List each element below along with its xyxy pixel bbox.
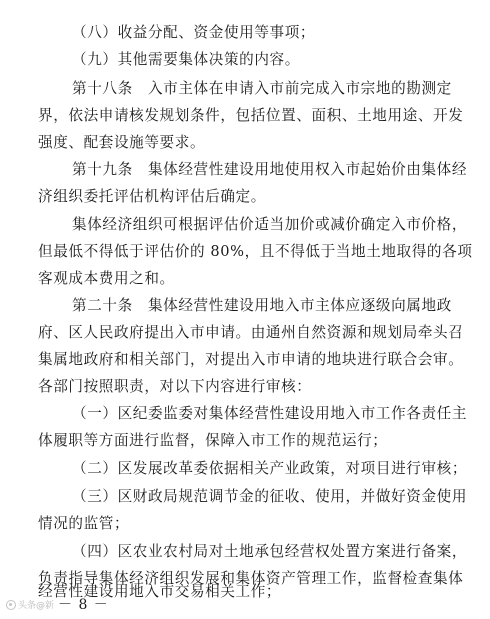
text-line-12: 府、区人民政府提出入市申请。由通州自然资源和规划局牵头召 [38, 324, 464, 341]
text-line-7: 济组织委托评估机构评估后确定。 [38, 188, 266, 205]
page-number: － 8 － [58, 597, 109, 613]
text-line-1: （八）收益分配、资金使用等事项； [72, 24, 316, 41]
text-line-14: 各部门按照职责，对以下内容进行审核： [38, 378, 312, 395]
text-line-8: 集体经济组织可根据评估价适当加价或减价确定入市价格， [72, 216, 468, 233]
watermark [6, 598, 54, 611]
text-line-9: 但最低不得低于评估价的 80%，且不得低于当地土地取得的各项 [38, 243, 473, 260]
text-line-19: 情况的监管； [38, 515, 130, 532]
text-line-2: （九）其他需要集体决策的内容。 [72, 51, 300, 68]
text-line-5: 强度、配套设施等要求。 [38, 134, 206, 151]
article-19-heading-line: 第十九条 集体经营性建设用地使用权入市起始价由集体经 [72, 161, 468, 178]
item-2-line: （二）区发展改革委依据相关产业政策，对项目进行审核； [72, 460, 468, 477]
item-4-line: （四）区农业农村局对土地承包经营权处置方案进行备案， [72, 543, 468, 560]
text-line-22: 经营性建设用地入市交易相关工作； [38, 583, 282, 600]
watermark-logo-icon [6, 600, 16, 610]
text-line-10: 客观成本费用之和。 [38, 270, 175, 287]
text-line-21: 负责指导集体经济组织发展和集体资产管理工作，监督检查集体 [38, 570, 464, 587]
text-line-13: 集属地政府和相关部门，对提出入市申请的地块进行联合会审。 [38, 351, 464, 368]
article-20-heading-line: 第二十条 集体经营性建设用地入市主体应逐级向属地政 [72, 297, 452, 314]
text-line-4: 界，依法申请核发规划条件，包括位置、面积、土地用途、开发 [38, 107, 464, 124]
watermark-text: 头条@新 [18, 601, 55, 611]
text-line-16: 体履职等方面进行监督，保障入市工作的规范运行； [38, 432, 388, 449]
item-1-line: （一）区纪委监委对集体经营性建设用地入市工作各责任主 [72, 405, 468, 422]
article-18-heading-line: 第十八条 入市主体在申请入市前完成入市宗地的勘测定 [72, 80, 452, 97]
item-3-line: （三）区财政局规范调节金的征收、使用，并做好资金使用 [72, 488, 468, 505]
